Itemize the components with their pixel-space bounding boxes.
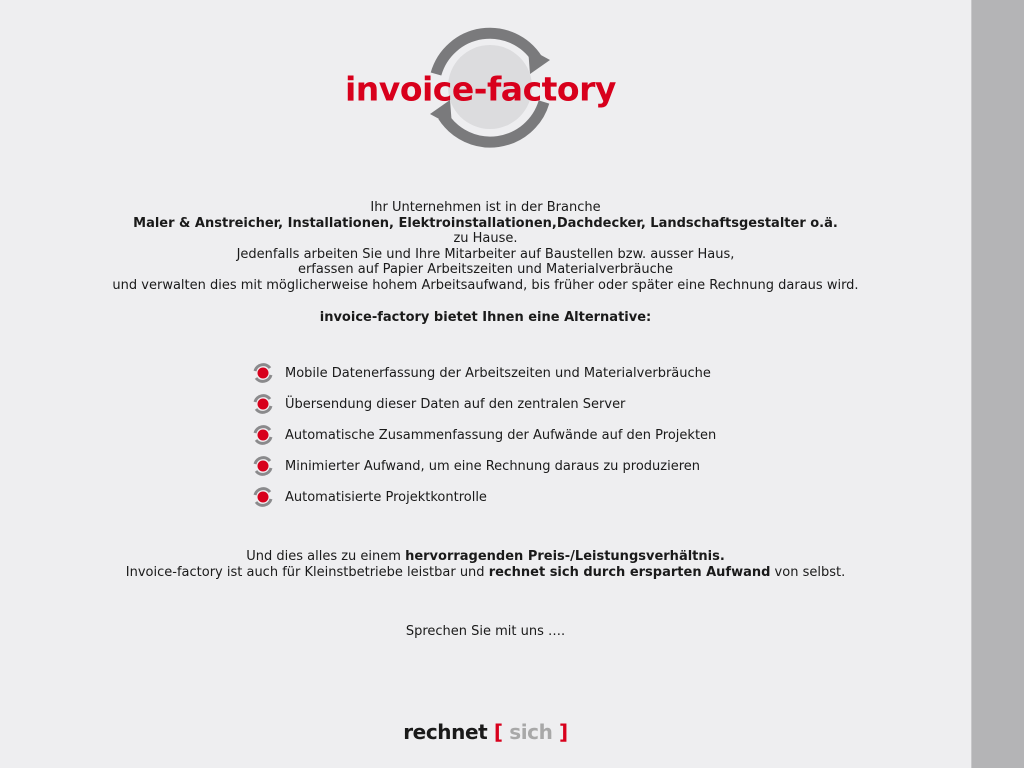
red-dot-cycle-icon xyxy=(252,393,274,415)
slogan-word-rechnet: rechnet xyxy=(403,720,488,744)
red-dot-cycle-icon xyxy=(252,424,274,446)
intro-line: Jedenfalls arbeiten Sie und Ihre Mitarbeiter auf Baustellen bzw. ausser Haus, xyxy=(236,246,735,262)
intro-line: und verwalten dies mit möglicherweise hohem Arbeitsaufwand, bis früher oder später eine Rechnung daraus wird. xyxy=(112,277,859,293)
feature-item xyxy=(252,486,487,508)
red-dot-cycle-icon xyxy=(252,455,274,477)
summary-text-part: Invoice-factory ist auch für Kleinstbetriebe leistbar und xyxy=(125,565,489,580)
slogan-word-sich: sich xyxy=(509,720,553,744)
summary-text-part: von selbst. xyxy=(770,565,846,580)
alternative-heading: invoice-factory bietet Ihnen eine Alternative: xyxy=(319,310,652,325)
feature-text: Automatisierte Projektkontrolle xyxy=(285,489,487,505)
summary-highlight: rechnet sich durch ersparten Aufwand xyxy=(488,565,771,580)
slogan-open-bracket: [ xyxy=(493,720,503,744)
industry-list: Maler & Anstreicher, Installationen, Elektroinstallationen,Dachdecker, Landschaftsgestalter o.ä. xyxy=(133,215,838,231)
intro-line: zu Hause. xyxy=(453,231,518,247)
logo[interactable] xyxy=(344,26,634,148)
contact-text[interactable]: Sprechen Sie mit uns …. xyxy=(405,624,566,639)
intro-line: Ihr Unternehmen ist in der Branche xyxy=(370,200,601,215)
feature-text: Minimierter Aufwand, um eine Rechnung daraus zu produzieren xyxy=(285,458,701,474)
slogan-close-bracket: ] xyxy=(559,720,568,744)
feature-text: Mobile Datenerfassung der Arbeitszeiten und Materialverbräuche xyxy=(285,365,711,381)
feature-text: Automatische Zusammenfassung der Aufwände auf den Projekten xyxy=(285,427,717,443)
summary-line xyxy=(0,565,971,581)
summary-highlight: hervorragenden Preis-/Leistungsverhältnis. xyxy=(405,549,725,564)
summary-text-part: Und dies alles zu einem xyxy=(246,549,406,564)
slogan xyxy=(0,720,971,744)
summary-text xyxy=(0,549,971,581)
feature-item xyxy=(252,455,700,477)
red-dot-cycle-icon xyxy=(252,486,274,508)
right-sidebar-bar xyxy=(971,0,1024,768)
intro-line: erfassen auf Papier Arbeitszeiten und Materialverbräuche xyxy=(297,262,674,278)
feature-item xyxy=(252,393,625,415)
intro-text xyxy=(0,200,971,294)
red-dot-cycle-icon xyxy=(252,362,274,384)
logo-text: invoice-factory xyxy=(345,69,616,109)
summary-line xyxy=(0,549,971,565)
feature-item xyxy=(252,424,716,446)
feature-item xyxy=(252,362,711,384)
feature-text: Übersendung dieser Daten auf den zentralen Server xyxy=(285,396,626,412)
